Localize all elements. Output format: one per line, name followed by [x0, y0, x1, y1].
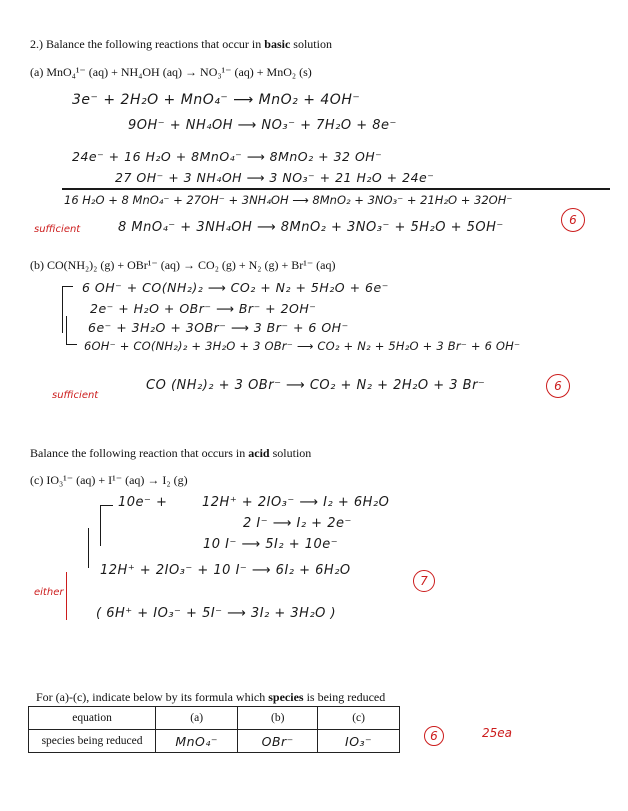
part-a-reaction: (a) MnO₄¹⁻ (aq) + NH₄OH (aq) → NO₃¹⁻ (aq) + MnO₂ (s) — [30, 65, 312, 79]
score-circle: 6 — [561, 208, 585, 232]
part-c-alt-answer: ( 6H⁺ + IO₃⁻ + 5I⁻ ⟶ 3I₂ + 3H₂O ) — [96, 606, 337, 621]
part-b-answer: CO (NH₂)₂ + 3 OBr⁻ ⟶ CO₂ + N₂ + 2H₂O + 3 Br⁻ — [146, 378, 486, 393]
table-header: (a) — [156, 707, 238, 730]
table-header: (c) — [318, 707, 400, 730]
part-a-answer: 8 MnO₄⁻ + 3NH₄OH ⟶ 8MnO₂ + 3NO₃⁻ + 5H₂O + 5OH⁻ — [118, 220, 504, 235]
score-circle: 6 — [424, 726, 444, 746]
part-a-work-line: 27 OH⁻ + 3 NH₄OH ⟶ 3 NO₃⁻ + 21 H₂O + 24e⁻ — [115, 170, 435, 185]
part-a-work-line: 9OH⁻ + NH₄OH ⟶ NO₃⁻ + 7H₂O + 8e⁻ — [128, 118, 397, 133]
score-circle: 7 — [413, 570, 435, 592]
answer-cell: MnO₄⁻ — [156, 730, 238, 753]
sum-line — [62, 188, 610, 190]
part-a-work-line: 16 H₂O + 8 MnO₄⁻ + 27OH⁻ + 3NH₄OH ⟶ 8MnO₂ + 3NO₃⁻ + 21H₂O + 32OH⁻ — [64, 193, 513, 207]
part-b-work-line: 6e⁻ + 3H₂O + 3OBr⁻ ⟶ 3 Br⁻ + 6 OH⁻ — [88, 320, 349, 335]
answer-cell: OBr⁻ — [238, 730, 318, 753]
table-row-label: species being reduced — [29, 730, 156, 753]
bracket — [100, 505, 113, 546]
table-header: equation — [29, 707, 156, 730]
grader-note: either — [34, 587, 64, 598]
score-circle: 6 — [546, 374, 570, 398]
part-b-work-line: 2e⁻ + H₂O + OBr⁻ ⟶ Br⁻ + 2OH⁻ — [90, 301, 317, 316]
table-row — [29, 730, 400, 753]
bracket — [66, 316, 77, 345]
grader-note: sufficient — [52, 390, 99, 401]
part-b-reaction: (b) CO(NH₂)₂ (g) + OBr¹⁻ (aq) → CO₂ (g) + N₂ (g) + Br¹⁻ (aq) — [30, 258, 336, 272]
part-c-work-line: 2 I⁻ ⟶ I₂ + 2e⁻ — [243, 516, 352, 531]
species-instruction: For (a)-(c), indicate below by its formula which species is being reduced — [36, 690, 386, 704]
bracket — [88, 528, 99, 568]
brace — [66, 572, 75, 620]
total-score: 25ea — [482, 726, 513, 740]
species-table — [28, 706, 400, 753]
part-c-work-line: 10e⁻ + — [118, 495, 168, 510]
part-a-work-line: 24e⁻ + 16 H₂O + 8MnO₄⁻ ⟶ 8MnO₂ + 32 OH⁻ — [72, 149, 383, 164]
table-header: (b) — [238, 707, 318, 730]
part-a-work-line: 3e⁻ + 2H₂O + MnO₄⁻ ⟶ MnO₂ + 4OH⁻ — [72, 92, 361, 108]
part-c-work-line: 10 I⁻ ⟶ 5I₂ + 10e⁻ — [203, 537, 339, 552]
answer-cell: IO₃⁻ — [318, 730, 400, 753]
table-row — [29, 707, 400, 730]
part-b-work-line: 6OH⁻ + CO(NH₂)₂ + 3H₂O + 3 OBr⁻ ⟶ CO₂ + N₂ + 5H₂O + 3 Br⁻ + 6 OH⁻ — [84, 339, 521, 353]
question-title: 2.) Balance the following reactions that occur in basic solution — [30, 37, 332, 51]
acid-heading: Balance the following reaction that occurs in acid solution — [30, 446, 312, 460]
part-c-reaction: (c) IO₃¹⁻ (aq) + I¹⁻ (aq) → I₂ (g) — [30, 473, 188, 487]
part-c-work-line: 12H⁺ + 2IO₃⁻ + 10 I⁻ ⟶ 6I₂ + 6H₂O — [100, 563, 351, 578]
grader-note: sufficient — [34, 224, 81, 235]
part-c-work-line: 12H⁺ + 2IO₃⁻ ⟶ I₂ + 6H₂O — [202, 495, 390, 510]
part-b-work-line: 6 OH⁻ + CO(NH₂)₂ ⟶ CO₂ + N₂ + 5H₂O + 6e⁻ — [82, 280, 389, 295]
